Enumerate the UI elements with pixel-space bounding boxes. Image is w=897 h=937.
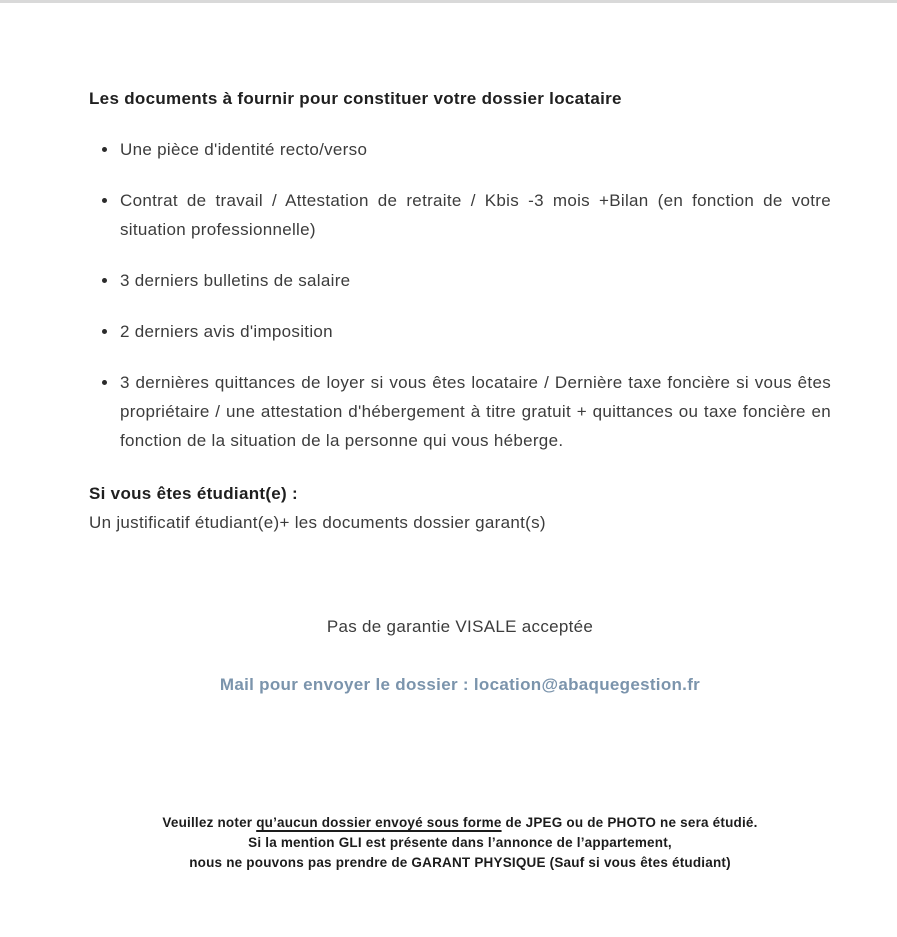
footer-line-2: Si la mention GLI est présente dans l’annonce de l’appartement, xyxy=(248,835,672,850)
document-body xyxy=(0,3,897,909)
list-item xyxy=(89,317,831,346)
list-item xyxy=(89,186,831,244)
list-item-text: Contrat de travail / Attestation de retraite / Kbis -3 mois +Bilan (en fonction de votre situation professionnelle) xyxy=(120,191,831,239)
footer-note xyxy=(89,813,831,873)
bullet-icon xyxy=(102,198,107,203)
mail-instruction[interactable]: Mail pour envoyer le dossier : location@abaquegestion.fr xyxy=(219,675,701,694)
student-section-heading: Si vous êtes étudiant(e) : xyxy=(89,484,299,503)
list-item-text: 2 derniers avis d'imposition xyxy=(120,322,333,341)
list-item-text: 3 derniers bulletins de salaire xyxy=(120,271,351,290)
footer-underlined-phrase: qu’aucun dossier envoyé sous forme xyxy=(256,815,502,830)
bullet-icon xyxy=(102,278,107,283)
student-section-text: Un justificatif étudiant(e)+ les documents dossier garant(s) xyxy=(89,513,546,532)
list-item xyxy=(89,368,831,455)
bullet-icon xyxy=(102,147,107,152)
footer-line-1 xyxy=(89,813,831,833)
page-title: Les documents à fournir pour constituer votre dossier locataire xyxy=(89,89,622,108)
footer-line1-prefix: Veuillez noter xyxy=(162,815,257,830)
list-item xyxy=(89,266,831,295)
bullet-icon xyxy=(102,380,107,385)
visale-note: Pas de garantie VISALE acceptée xyxy=(326,617,594,636)
footer-line-3: nous ne pouvons pas prendre de GARANT PHYSIQUE (Sauf si vous êtes étudiant) xyxy=(189,855,731,870)
list-item-text: Une pièce d'identité recto/verso xyxy=(120,140,368,159)
documents-list xyxy=(89,135,831,455)
bullet-icon xyxy=(102,329,107,334)
footer-line1-suffix: de JPEG ou de PHOTO ne sera étudié. xyxy=(501,815,758,830)
list-item-text: 3 dernières quittances de loyer si vous êtes locataire / Dernière taxe foncière si vous êtes propriétaire / une attestation d'hébergement à titre gratuit + quittances ou taxe foncière en fonction de la situation de la personne qui vous héberge. xyxy=(120,373,831,450)
list-item xyxy=(89,135,831,164)
